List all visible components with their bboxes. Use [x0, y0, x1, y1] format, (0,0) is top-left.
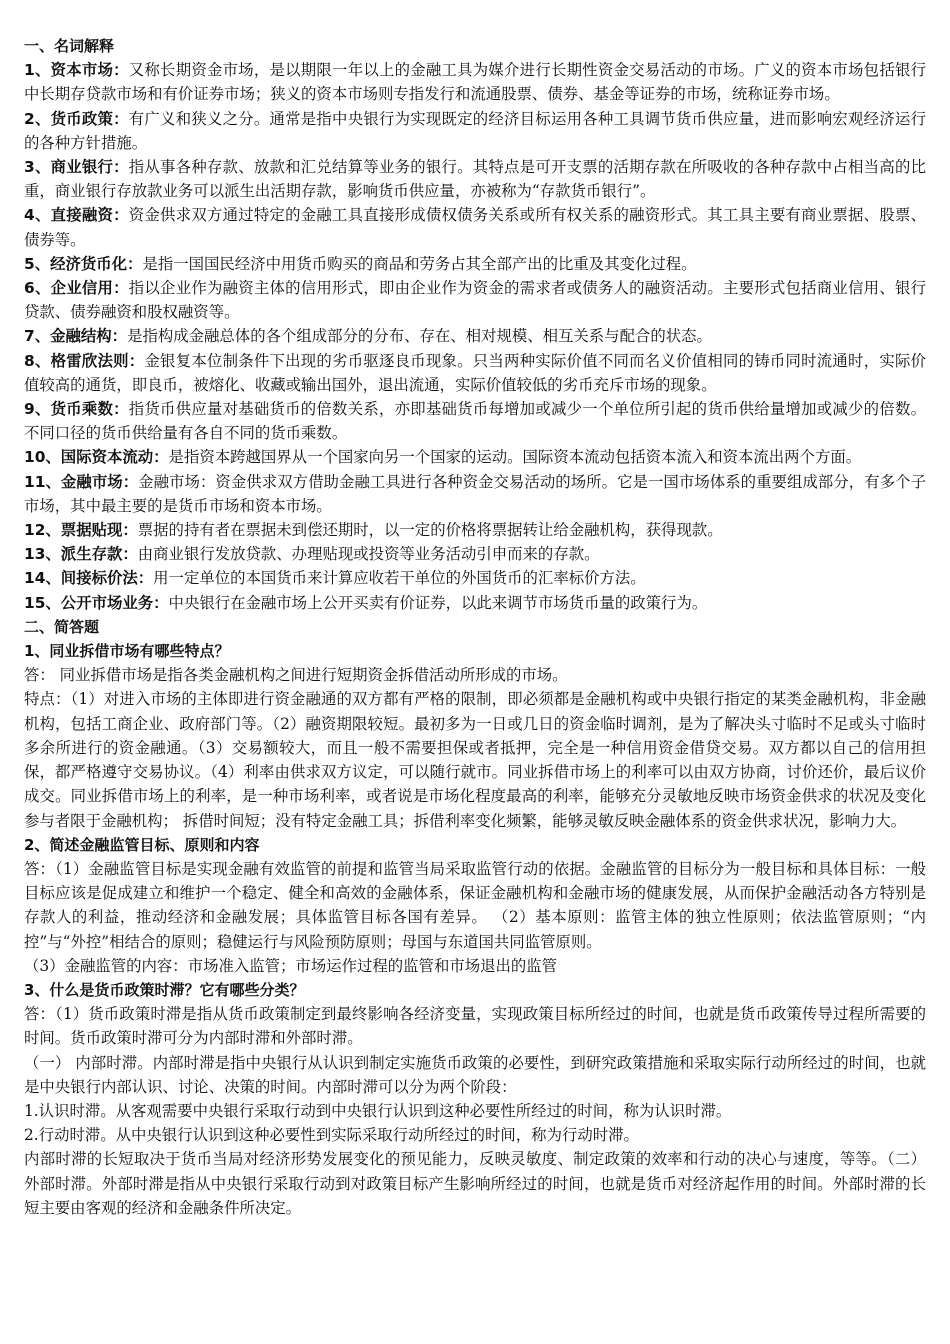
- term-entry: [24, 155, 926, 203]
- term-definition: 是指构成金融总体的各个组成部分的分布、存在、相对规模、相互关系与配合的状态。: [127, 327, 712, 346]
- term-entry: [24, 349, 926, 397]
- term-definition: 金银复本位制条件下出现的劣币驱逐良币现象。只当两种实际价值不同而名义价值相同的铸币同时流通时，实际价值较高的通货，即良币，被熔化、收藏或输出国外，退出流通，实际价值较低的劣币充斥市场的现象。: [24, 351, 926, 394]
- term-definition: 指从事各种存款、放款和汇兑结算等业务的银行。其特点是可开支票的活期存款在所吸收的各种存款中占相当高的比重，商业银行存放款业务可以派生出活期存款，影响货币供应量，亦被称为“存款货币银行”。: [24, 158, 926, 201]
- term-title: 4、直接融资：: [24, 206, 129, 225]
- term-definition: 资金供求双方通过特定的金融工具直接形成债权债务关系或所有权关系的融资形式。其工具主要有商业票据、股票、债券等。: [24, 206, 926, 249]
- term-entry: [24, 445, 926, 469]
- term-entry: [24, 397, 926, 445]
- term-title: 8、格雷欣法则：: [24, 351, 145, 370]
- term-definition: 有广义和狭义之分。通常是指中央银行为实现既定的经济目标运用各种工具调节货币供应量，进而影响宏观经济运行的各种方针措施。: [24, 109, 926, 152]
- term-definition: 指货币供应量对基础货币的倍数关系，亦即基础货币每增加或减少一个单位所引起的货币供给量增加或减少的倍数。不同口径的货币供给量有各自不同的货币乘数。: [24, 400, 926, 443]
- term-definition: 由商业银行发放贷款、办理贴现或投资等业务活动引申而来的存款。: [137, 545, 600, 564]
- term-title: 5、经济货币化：: [24, 254, 143, 273]
- term-entry: [24, 203, 926, 251]
- term-title: 15、公开市场业务：: [24, 593, 169, 612]
- answer-3-stage-1: 1.认识时滞。从客观需要中央银行采取行动到中央银行认识到这种必要性所经过的时间，称为认识时滞。: [24, 1101, 732, 1120]
- section1-heading: 一、名词解释: [24, 37, 115, 55]
- term-entry: [24, 58, 926, 106]
- term-entry: [24, 518, 926, 542]
- term-entry: [24, 324, 926, 348]
- term-entry: [24, 252, 926, 276]
- term-definition: 又称长期资金市场，是以期限一年以上的金融工具为媒介进行长期性资金交易活动的市场。广义的资本市场包括银行中长期存贷款市场和有价证券市场；狭义的资本市场则专指发行和流通股票、债券、基金等证券的市场，统称证券市场。: [24, 61, 926, 104]
- term-title: 10、国际资本流动：: [24, 448, 169, 467]
- term-definition: 金融市场：资金供求双方借助金融工具进行各种资金交易活动的场所。它是一国市场体系的重要组成部分，有多个子市场，其中最主要的是货币市场和资本市场。: [24, 472, 926, 515]
- term-definition: 指以企业作为融资主体的信用形式，即由企业作为资金的需求者或债务人的融资活动。主要形式包括商业信用、银行贷款、债券融资和股权融资等。: [24, 279, 926, 322]
- answer-1: 答： 同业拆借市场是指各类金融机构之间进行短期资金拆借活动所形成的市场。: [24, 666, 568, 685]
- term-definition: 中央银行在金融市场上公开买卖有价证券，以此来调节市场货币量的政策行为。: [168, 593, 708, 612]
- term-title: 12、票据贴现：: [24, 521, 138, 540]
- term-definition: 是指一国国民经济中用货币购买的商品和劳务占其全部产出的比重及其变化过程。: [142, 254, 697, 273]
- term-title: 2、货币政策：: [24, 109, 129, 128]
- answer-2-content: （3）金融监管的内容：市场准入监管；市场运作过程的监管和市场退出的监管: [24, 956, 558, 975]
- term-entry: [24, 470, 926, 518]
- question-3: 3、什么是货币政策时滞？它有哪些分类？: [24, 980, 305, 999]
- term-title: 11、金融市场：: [24, 472, 139, 491]
- section2-heading: 二、简答题: [24, 617, 100, 636]
- term-definition: 票据的持有者在票据未到偿还期时，以一定的价格将票据转让给金融机构，获得现款。: [137, 521, 723, 540]
- term-title: 1、资本市场：: [24, 61, 129, 80]
- term-entry: [24, 591, 926, 615]
- answer-2: 答：（1）金融监管目标是实现金融有效监管的前提和监管当局采取监管行动的依据。金融监管的目标分为一般目标和具体目标：一般目标应该是促成建立和维护一个稳定、健全和高效的金融体系，保证金融机构和金融市场的健康发展，从而保护金融活动各方特别是存款人的利益，推动经济和金融发展；具体监管目标各国有差异。 （2）基本原则：监管主体的独立性原则；依法监管原则；“内控”与“外控”相结合的原则；稳健运行与风险预防原则；母国与东道国共同监管原则。: [24, 859, 926, 951]
- term-title: 9、货币乘数：: [24, 400, 129, 419]
- answer-1-features: 特点：（1）对进入市场的主体即进行资金融通的双方都有严格的限制，即必须都是金融机构或中央银行指定的某类金融机构，非金融机构，包括工商企业、政府部门等。（2）融资期限较短。最初多为一日或几日的资金临时调剂，是为了解决头寸临时不足或头寸临时多余所进行的资金融通。（3）交易额较大，而且一般不需要担保或者抵押，完全是一种信用资金借贷交易。双方都以自己的信用担保，都严格遵守交易协议。（4）利率由供求双方议定，可以随行就市。同业拆借市场上的利率可以由双方协商，讨价还价，最后议价成交。同业拆借市场上的利率，是一种市场利率，或者说是市场化程度最高的利率，能够充分灵敏地反映市场资金供求的状况及变化参与者限于金融机构； 拆借时间短；没有特定金融工具；拆借利率变化频繁，能够灵敏反映金融体系的资金供求状况，影响力大。: [24, 690, 926, 830]
- answer-3: 答：（1）货币政策时滞是指从货币政策制定到最终影响各经济变量，实现政策目标所经过的时间，也就是货币政策传导过程所需要的时间。货币政策时滞可分为内部时滞和外部时滞。: [24, 1005, 926, 1048]
- answer-3-stage-2: 2.行动时滞。从中央银行认识到这种必要性到实际采取行动所经过的时间，称为行动时滞。: [24, 1126, 639, 1145]
- term-list: [24, 58, 926, 615]
- answer-3-outer-lag: 内部时滞的长短取决于货币当局对经济形势发展变化的预见能力，反映灵敏度、制定政策的效率和行动的决心与速度，等等。（二） 外部时滞。外部时滞是指从中央银行采取行动到对政策目标产生影响所经过的时间，也就是货币对经济起作用的时间。外部时滞的长短主要由客观的经济和金融条件所决定。: [24, 1150, 926, 1217]
- term-entry: [24, 276, 926, 324]
- term-title: 7、金融结构：: [24, 327, 128, 346]
- term-entry: [24, 566, 926, 590]
- term-title: 3、商业银行：: [24, 158, 129, 177]
- term-definition: 是指资本跨越国界从一个国家向另一个国家的运动。国际资本流动包括资本流入和资本流出两个方面。: [168, 448, 862, 467]
- question-1: 1、同业拆借市场有哪些特点？: [24, 642, 230, 661]
- question-2: 2、简述金融监管目标、原则和内容: [24, 835, 260, 854]
- term-title: 6、企业信用：: [24, 279, 129, 298]
- term-title: 13、派生存款：: [24, 545, 138, 564]
- term-definition: 用一定单位的本国货币来计算应收若干单位的外国货币的汇率标价方法。: [153, 569, 646, 588]
- answer-3-inner-lag: （一） 内部时滞。内部时滞是指中央银行从认识到制定实施货币政策的必要性，到研究政策措施和采取实际行动所经过的时间，也就是中央银行内部认识、讨论、决策的时间。内部时滞可以分为两个阶段：: [24, 1053, 926, 1096]
- term-entry: [24, 107, 926, 155]
- term-title: 14、间接标价法：: [24, 569, 154, 588]
- term-entry: [24, 542, 926, 566]
